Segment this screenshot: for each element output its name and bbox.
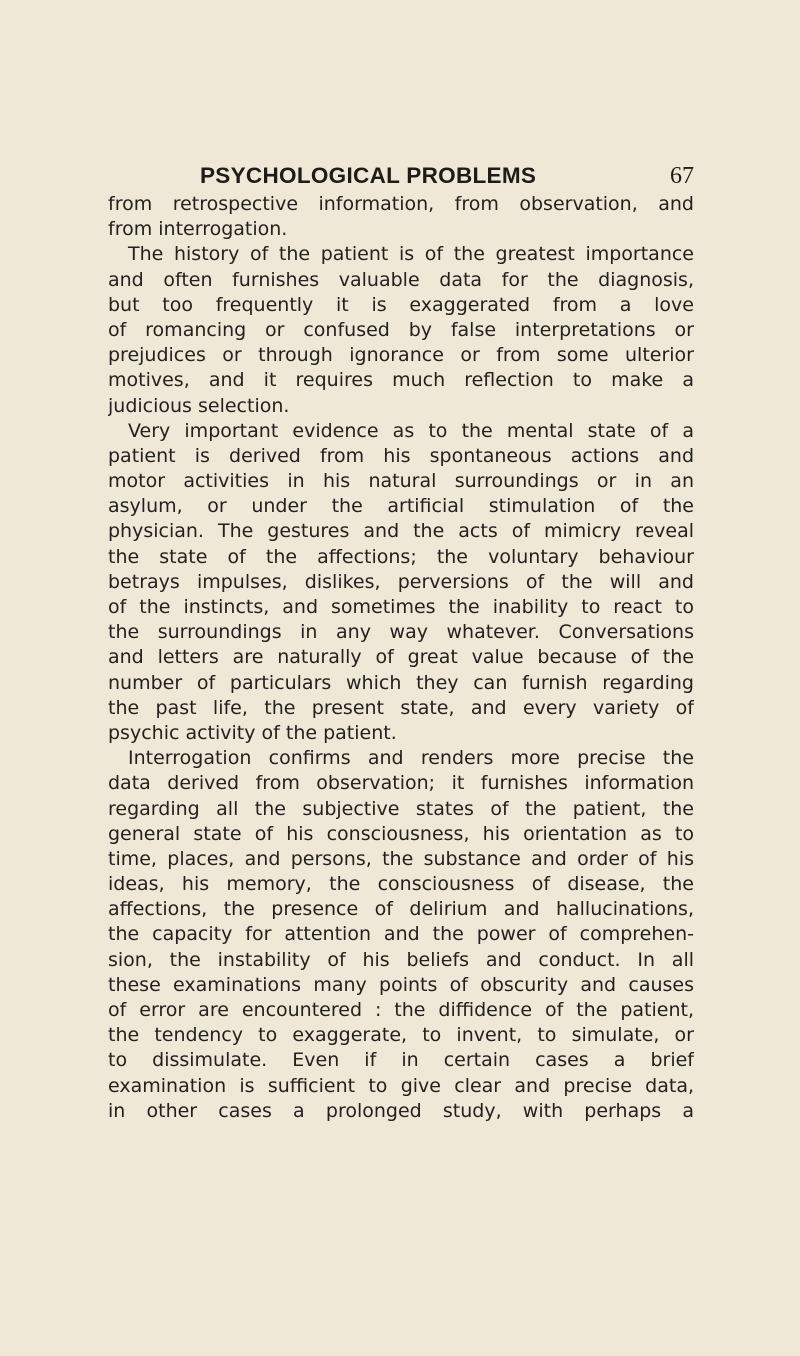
text-line: in other cases a prolonged study, with perhaps a: [108, 1099, 694, 1122]
text-line: of the instincts, and sometimes the inability to react to: [108, 596, 694, 618]
text-line: physician. The gestures and the acts of mimicry reveal: [108, 520, 694, 543]
text-line: of romancing or confused by false interpretations or: [108, 318, 694, 341]
text-line: the tendency to exaggerate, to invent, to simulate, or: [108, 1024, 694, 1047]
text-line: The history of the patient is of the greatest importance: [128, 243, 694, 266]
text-line: and often furnishes valuable data for the diagnosis,: [108, 268, 694, 291]
text-line: examination is sufficient to give clear and precise data,: [108, 1074, 694, 1097]
text-line: Interrogation confirms and renders more precise the: [128, 747, 694, 770]
text-line: the state of the affections; the voluntary behaviour: [108, 545, 694, 568]
text-line: data derived from observation; it furnishes information: [108, 772, 694, 795]
text-line: general state of his consciousness, his orientation as to: [108, 822, 694, 845]
text-line: from interrogation.: [108, 218, 288, 241]
text-line: motives, and it requires much reflection to make a: [108, 369, 694, 392]
text-line: of error are encountered : the diffidence of the patient,: [108, 999, 694, 1021]
text-line: to dissimulate. Even if in certain cases a brief: [108, 1049, 694, 1072]
body-text: [108, 192, 694, 1124]
text-line: number of particulars which they can furnish regarding: [108, 671, 694, 694]
running-head: [108, 160, 694, 192]
text-line: affections, the presence of delirium and hallucinations,: [108, 898, 694, 921]
text-line: these examinations many points of obscurity and causes: [108, 973, 694, 996]
text-line: patient is derived from his spontaneous actions and: [108, 444, 694, 467]
text-line: and letters are naturally of great value because of the: [108, 646, 694, 669]
text-line: asylum, or under the artificial stimulation of the: [108, 495, 694, 518]
text-line: sion, the instability of his beliefs and conduct. In all: [108, 948, 694, 971]
text-line: Very important evidence as to the mental state of a: [128, 419, 694, 442]
text-line: but too frequently it is exaggerated from a love: [108, 293, 694, 316]
text-line: the surroundings in any way whatever. Conversations: [108, 621, 694, 644]
page-number: 67: [670, 163, 694, 189]
text-line: ideas, his memory, the consciousness of disease, the: [108, 873, 694, 896]
text-line: regarding all the subjective states of the patient, the: [108, 797, 694, 820]
text-line: time, places, and persons, the substance and order of his: [108, 847, 694, 870]
text-line: the capacity for attention and the power of comprehen-: [108, 923, 694, 946]
running-title: PSYCHOLOGICAL PROBLEMS: [200, 163, 537, 188]
text-line: from retrospective information, from observation, and: [108, 193, 694, 215]
text-line: judicious selection.: [108, 394, 290, 417]
text-line: betrays impulses, dislikes, perversions of the will and: [108, 570, 694, 593]
text-line: the past life, the present state, and every variety of: [108, 696, 694, 719]
text-line: motor activities in his natural surroundings or in an: [108, 470, 694, 493]
text-line: psychic activity of the patient.: [108, 721, 397, 744]
text-line: prejudices or through ignorance or from some ulterior: [108, 344, 694, 367]
